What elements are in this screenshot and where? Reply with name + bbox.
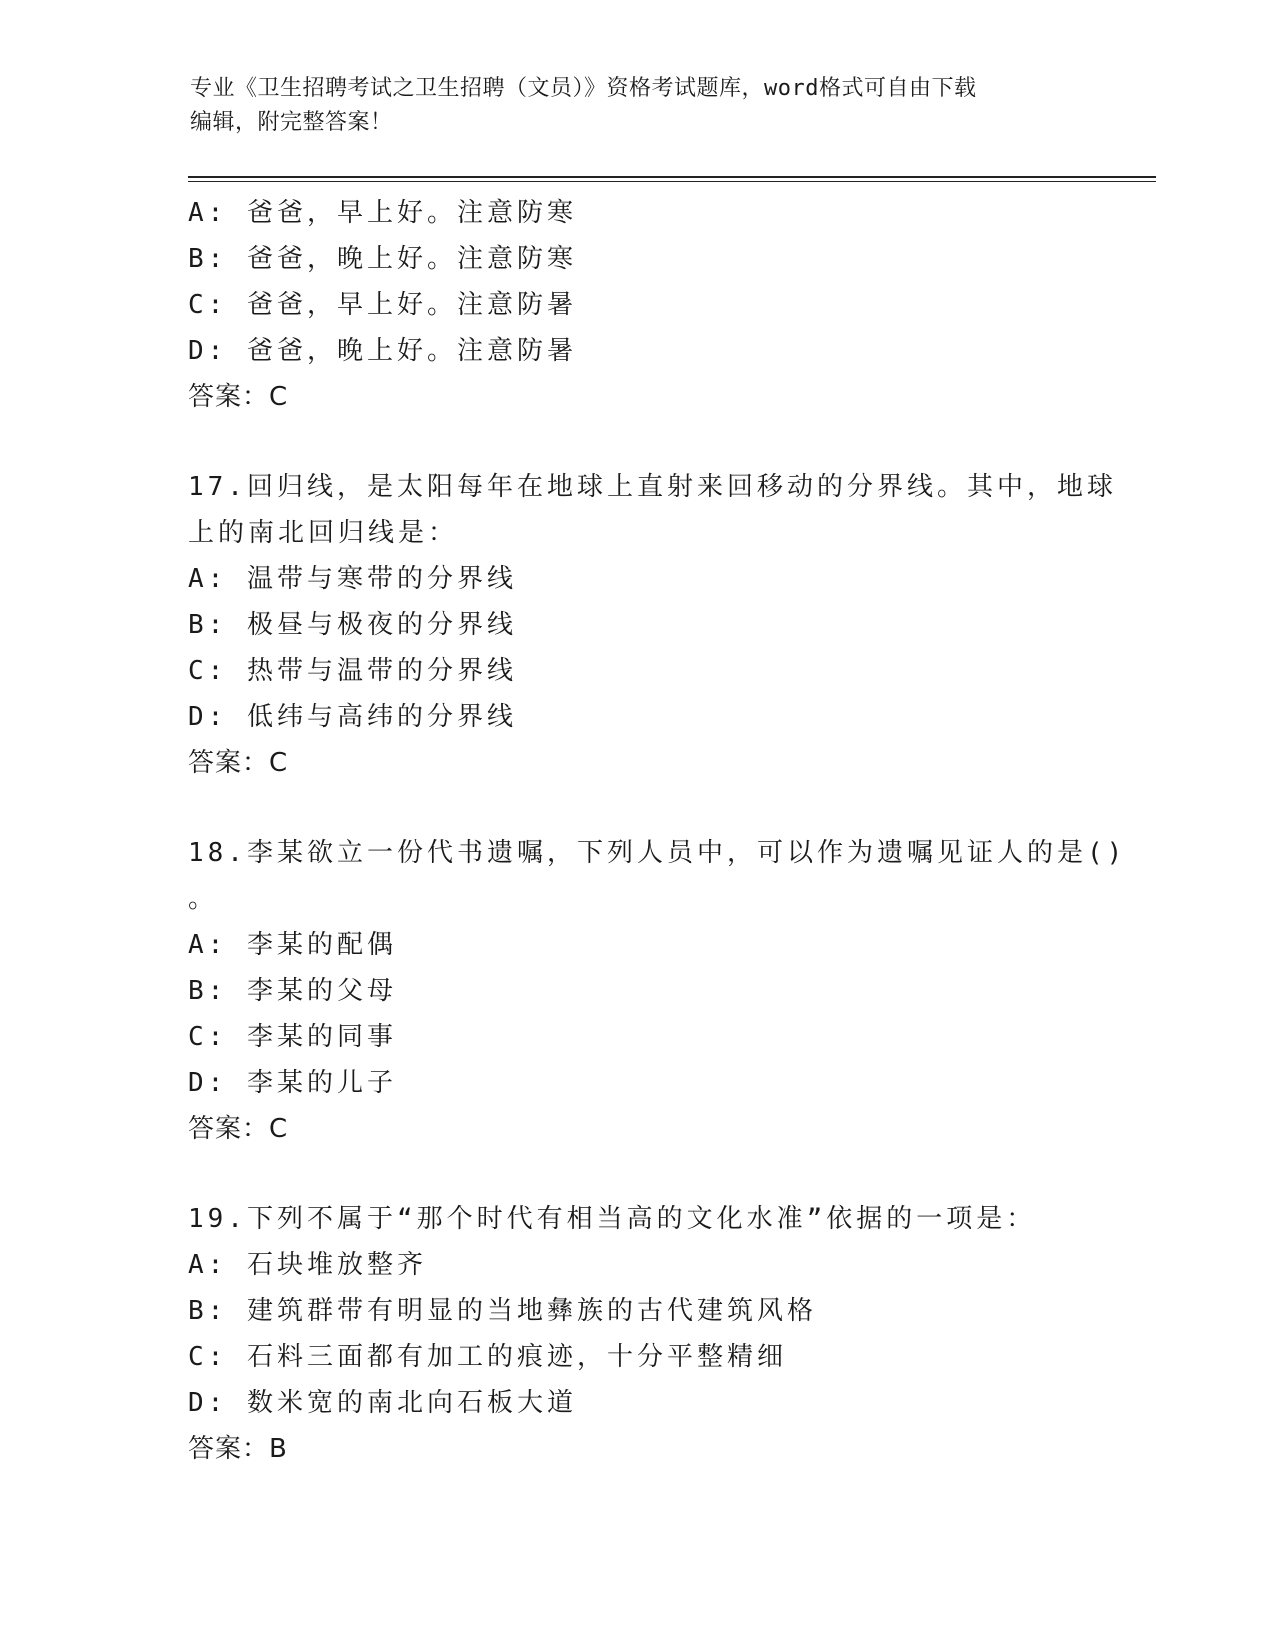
question-list bbox=[188, 190, 1127, 1472]
question-text-line-1: 17.回归线，是太阳每年在地球上直射来回移动的分界线。其中，地球 bbox=[188, 472, 1117, 502]
question-text-line-1: 18.李某欲立一份代书遗嘱，下列人员中，可以作为遗嘱见证人的是() bbox=[188, 838, 1127, 868]
option-c: C: 热带与温带的分界线 bbox=[188, 656, 517, 686]
option-a: A: 李某的配偶 bbox=[188, 930, 397, 960]
option-a: A: 爸爸，早上好。注意防寒 bbox=[188, 198, 577, 228]
question-text-line-1: 19.下列不属于“那个时代有相当高的文化水准”依据的一项是： bbox=[188, 1204, 1037, 1234]
option-b: B: 爸爸，晚上好。注意防寒 bbox=[188, 244, 577, 274]
option-b: B: 极昼与极夜的分界线 bbox=[188, 610, 517, 640]
option-c: C: 石料三面都有加工的痕迹，十分平整精细 bbox=[188, 1342, 787, 1372]
option-b: B: 建筑群带有明显的当地彝族的古代建筑风格 bbox=[188, 1296, 817, 1326]
spacer bbox=[188, 786, 1088, 830]
answer-line: 答案：C bbox=[188, 382, 289, 412]
option-d: D: 爸爸，晚上好。注意防暑 bbox=[188, 336, 577, 366]
answer-line: 答案：C bbox=[188, 748, 289, 778]
option-d: D: 数米宽的南北向石板大道 bbox=[188, 1388, 577, 1418]
header-divider-thin bbox=[188, 181, 1156, 182]
spacer bbox=[188, 420, 1088, 464]
question-18 bbox=[188, 830, 1127, 1152]
option-a: A: 温带与寒带的分界线 bbox=[188, 564, 517, 594]
option-a: A: 石块堆放整齐 bbox=[188, 1250, 427, 1280]
question-19 bbox=[188, 1196, 1088, 1472]
question-17 bbox=[188, 464, 1117, 786]
header-title-line-1: 专业《卫生招聘考试之卫生招聘（文员）》资格考试题库，word格式可自由下载 bbox=[190, 76, 977, 101]
option-c: C: 爸爸，早上好。注意防暑 bbox=[188, 290, 577, 320]
question-text-line-2: 上的南北回归线是： bbox=[188, 518, 459, 548]
option-b: B: 李某的父母 bbox=[188, 976, 397, 1006]
document-header bbox=[190, 72, 1090, 140]
spacer bbox=[188, 1152, 1088, 1196]
question-text-line-2: 。 bbox=[188, 884, 219, 914]
option-d: D: 低纬与高纬的分界线 bbox=[188, 702, 517, 732]
question-16 bbox=[188, 190, 1088, 420]
option-d: D: 李某的儿子 bbox=[188, 1068, 397, 1098]
option-c: C: 李某的同事 bbox=[188, 1022, 397, 1052]
header-divider-thick bbox=[188, 176, 1156, 178]
header-title-line-2: 编辑，附完整答案！ bbox=[190, 110, 393, 135]
answer-line: 答案：C bbox=[188, 1114, 289, 1144]
answer-line: 答案：B bbox=[188, 1434, 288, 1464]
